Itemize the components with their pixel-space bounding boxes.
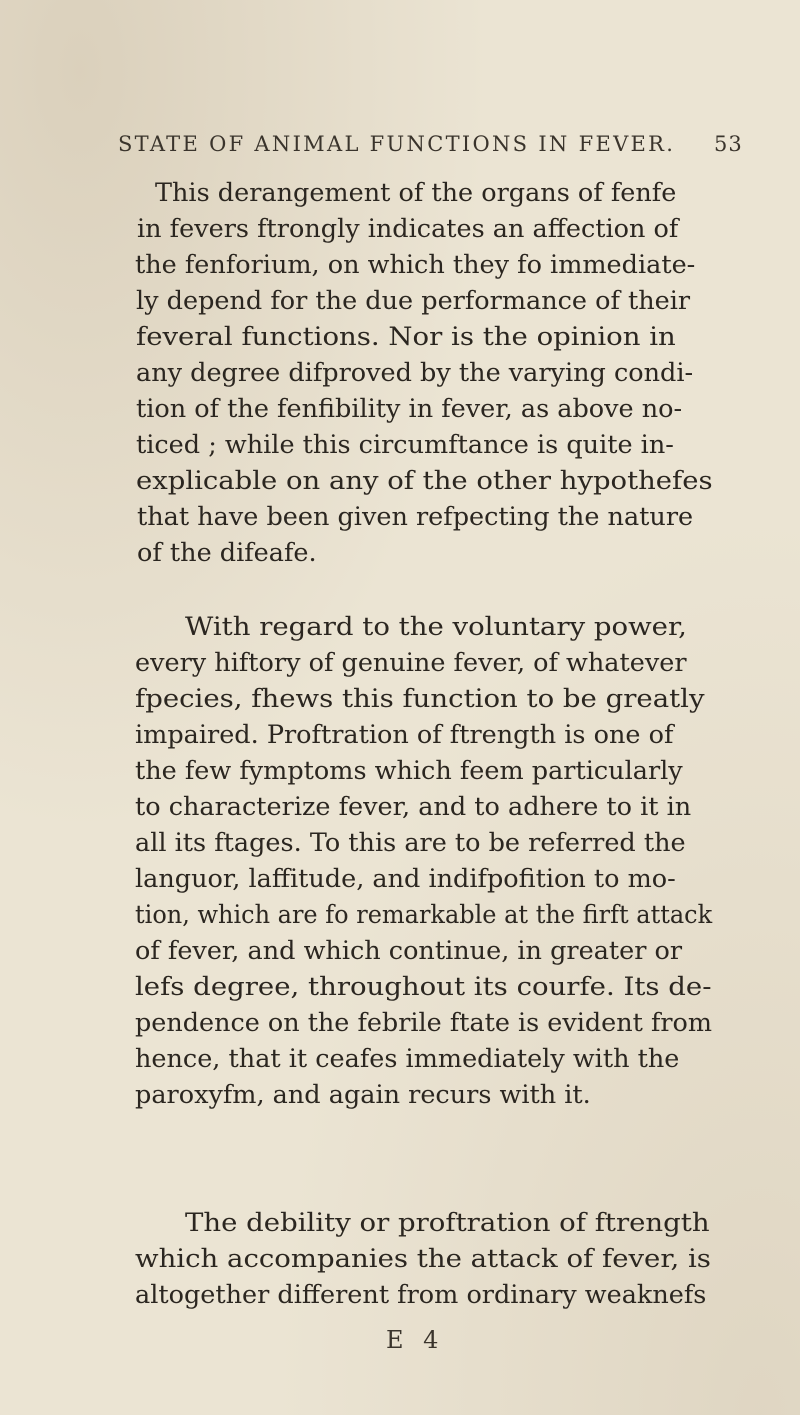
paragraph-line: feveral functions. Nor is the opinion in	[136, 322, 676, 352]
paragraph-line: every hiftory of genuine fever, of whatever	[135, 648, 687, 678]
paragraph-line: This derangement of the organs of fenfe	[155, 178, 677, 208]
paragraph-line: tion of the fenfibility in fever, as above no-	[136, 394, 683, 424]
paragraph-line: the few fymptoms which feem particularly	[135, 756, 683, 786]
paragraph-line: With regard to the voluntary power,	[185, 612, 687, 642]
paragraph-line: ly depend for the due performance of their	[136, 286, 691, 316]
paragraph-line: any degree difproved by the varying condi-	[136, 358, 694, 388]
paragraph-line: of fever, and which continue, in greater or	[135, 936, 683, 966]
paragraph-line: impaired. Proftration of ftrength is one of	[135, 720, 674, 750]
paragraph-line: altogether different from ordinary weaknefs	[135, 1280, 707, 1310]
paragraph-line: tion, which are fo remarkable at the firft attack	[135, 900, 713, 930]
running-head-title: STATE OF ANIMAL FUNCTIONS IN FEVER.	[118, 132, 676, 156]
paragraph-line: in fevers ftrongly indicates an affection of	[137, 214, 679, 244]
running-head	[118, 132, 743, 156]
paragraph-line: to characterize fever, and to adhere to it in	[135, 792, 692, 822]
paragraph-line: the fenforium, on which they fo immediate-	[135, 250, 696, 280]
paragraph-line: languor, laffitude, and indifpofition to mo-	[135, 864, 676, 894]
paragraph-line: lefs degree, throughout its courfe. Its de-	[135, 972, 712, 1002]
paragraph-line: hence, that it ceafes immediately with the	[135, 1044, 680, 1074]
signature-mark: E 4	[386, 1326, 445, 1354]
paragraph-line: which accompanies the attack of fever, is	[135, 1244, 711, 1274]
paragraph-line: The debility or proftration of ftrength	[185, 1208, 710, 1238]
paragraph-line: fpecies, fhews this function to be greatly	[135, 684, 705, 714]
page-number: 53	[714, 132, 743, 156]
paragraph-line: of the difeafe.	[137, 538, 317, 568]
paragraph-line: pendence on the febrile ftate is evident from	[135, 1008, 712, 1038]
paragraph-line: ticed ; while this circumftance is quite in-	[136, 430, 674, 460]
paragraph-line: that have been given refpecting the nature	[137, 502, 694, 532]
paragraph-line: explicable on any of the other hypothefes	[136, 466, 713, 496]
paragraph-line: paroxyfm, and again recurs with it.	[135, 1080, 591, 1110]
paragraph-line: all its ftages. To this are to be referred the	[135, 828, 686, 858]
